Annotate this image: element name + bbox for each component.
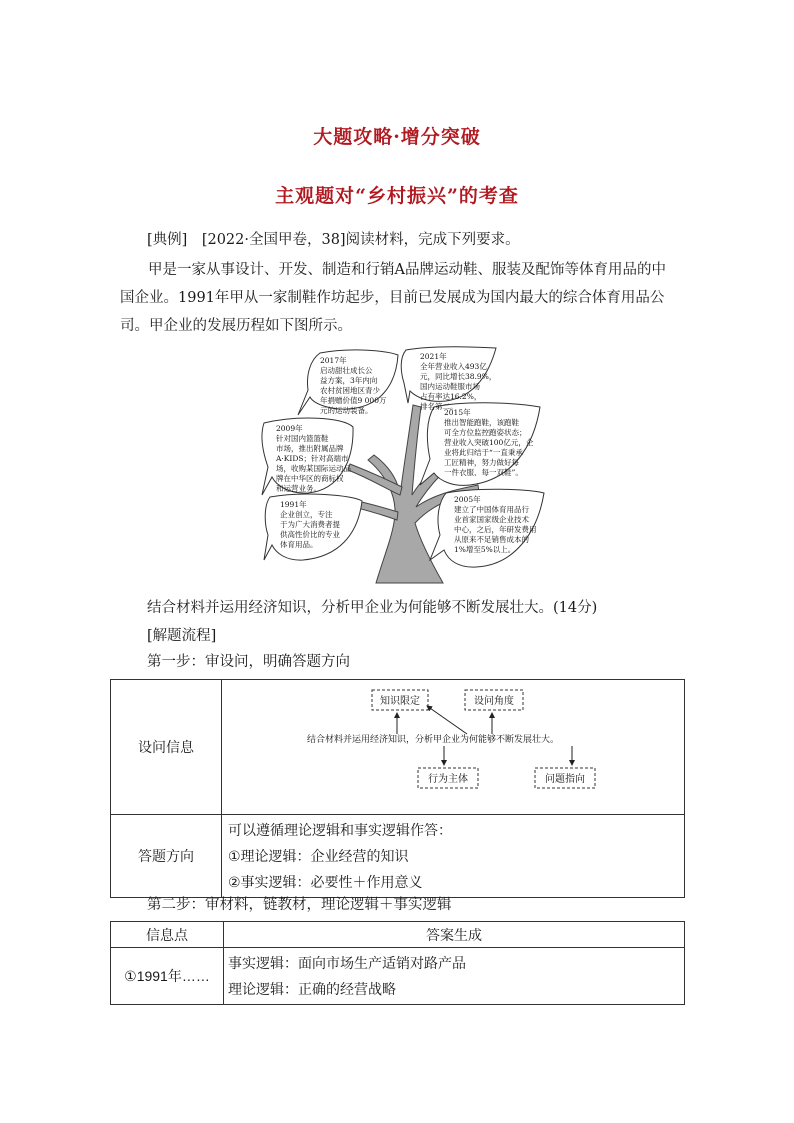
- leaf-2017-line: 2017年: [320, 356, 347, 365]
- leaf-2005-line: 建立了中国体育用品行: [454, 505, 529, 514]
- leaf-2017-line: 益方案，3年内向: [320, 376, 378, 385]
- row2-content: [222, 815, 685, 898]
- leaf-2021-line: 元，同比增长38.9%，: [420, 372, 497, 381]
- leaf-2015-line: 业将此归结于“一直秉承: [444, 448, 523, 457]
- col-header: 信息点: [111, 922, 224, 948]
- leaf-2017-line: 年捐赠价值9 000万: [320, 396, 387, 405]
- leaf-2005-line: 中心，之后，年研发费用: [454, 525, 537, 534]
- leaf-2021-line: 2021年: [420, 352, 447, 361]
- table-row: [111, 815, 685, 898]
- leaf-2005-line: 从原来不足销售成本的: [454, 535, 529, 544]
- leaf-2005-line: 业首家国家级企业技术: [454, 515, 529, 524]
- leaf-1991-line: 企业创立，专注: [280, 510, 333, 519]
- leaf-2009-line: A·KIDS；针对高端市: [276, 454, 349, 463]
- leaf-1991-line: 体育用品。: [280, 540, 318, 549]
- intro-paragraph: 甲是一家从事设计、开发、制造和行销A品牌运动鞋、服装及配饰等体育用品的中国企业。1991年甲从一家制鞋作坊起步，目前已发展成为国内最大的综合体育用品公司。甲企业的发展历程如下图所示。: [120, 262, 666, 334]
- tree-svg: [258, 345, 548, 585]
- leaf-2009-line: 市场，推出附属品牌: [276, 444, 344, 453]
- diagram-sentence: 结合材料并运用经济知识，分析甲企业为何能够不断发展壮大。: [307, 735, 560, 745]
- main-title: 大题攻略·增分突破: [313, 126, 481, 148]
- diagram-cell: [222, 680, 685, 815]
- box-knowledge-label: 知识限定: [380, 696, 420, 707]
- step1-table: [110, 679, 685, 898]
- leaf-2021-line: 占有率达16.2%，: [420, 392, 482, 401]
- leaf-2021-line: 排名第二。: [420, 402, 458, 411]
- leaf-2015-line: 推出智能跑鞋，该跑鞋: [444, 418, 519, 427]
- leaf-2009-line: 和运营业务。: [276, 484, 321, 493]
- row2-line: ①理论逻辑：企业经营的知识: [228, 848, 409, 864]
- leaf-2017-line: 启动甜壮成长公: [320, 366, 373, 375]
- flow-label: [解题流程]: [147, 628, 217, 644]
- tree-illustration: [258, 345, 548, 585]
- leaf-2009-line: 2009年: [276, 424, 303, 433]
- leaf-2015-line: 一件衣服、每一双鞋”。: [444, 468, 523, 477]
- leaf-2015-line: 营业收入突破100亿元，企: [444, 438, 534, 447]
- step2-title: 第二步：审材料，链教材，理论逻辑＋事实逻辑: [147, 897, 452, 913]
- table-row: [111, 680, 685, 815]
- step1-title: 第一步：审设问，明确答题方向: [147, 654, 350, 670]
- leaf-2009-line: 针对国内篮篮鞋: [276, 434, 329, 443]
- table-row: [111, 922, 685, 948]
- row1-label: 设问信息: [111, 680, 222, 815]
- example-line: [典例] [2022·全国甲卷，38]阅读材料，完成下列要求。: [147, 232, 520, 248]
- box-problem-label: 问题指向: [545, 774, 585, 785]
- answer-line: 事实逻辑：面向市场生产适销对路产品: [228, 955, 466, 971]
- question-text: 结合材料并运用经济知识，分析甲企业为何能够不断发展壮大。(14分): [147, 600, 598, 616]
- row2-label: 答题方向: [111, 815, 222, 898]
- leaf-2015-line: 可全方位监控跑姿状态；: [444, 428, 527, 437]
- table-row: [111, 948, 685, 1005]
- leaf-2017-line: 元的运动装备。: [320, 406, 373, 415]
- sub-title: 主观题对“乡村振兴”的考查: [275, 185, 519, 207]
- leaf-1991-line: 1991年: [280, 500, 307, 509]
- leaf-2009-line: 场，收购某国际运动品: [276, 464, 351, 473]
- table-cell: [224, 948, 685, 1005]
- leaf-2021-line: 全年营业收入493亿: [420, 362, 487, 371]
- leaf-1991-line: 供高性价比的专业: [280, 530, 340, 539]
- table-cell: ①1991年……: [111, 948, 224, 1005]
- leaf-2015-line: 2015年: [444, 408, 471, 417]
- leaf-2009-line: 牌在中华区的商标权: [276, 474, 344, 483]
- answer-line: 理论逻辑：正确的经营战略: [228, 981, 396, 997]
- step2-table: [110, 921, 685, 1005]
- box-subject-label: 行为主体: [428, 774, 468, 785]
- row2-line: 可以遵循理论逻辑和事实逻辑作答：: [228, 822, 452, 838]
- leaf-2005-line: 2005年: [454, 495, 481, 504]
- leaf-2017-line: 农村贫困地区青少: [320, 386, 380, 395]
- leaf-1991-line: 于为广大消费者提: [280, 520, 340, 529]
- box-angle-label: 设问角度: [474, 696, 514, 707]
- question-diagram: [222, 680, 684, 811]
- leaf-2021-line: 国内运动鞋服市场: [420, 382, 480, 391]
- row2-line: ②事实逻辑：必要性＋作用意义: [228, 874, 423, 890]
- leaf-2005-line: 1%增至5%以上。: [454, 545, 516, 554]
- col-header: 答案生成: [224, 922, 685, 948]
- leaf-2015-line: 工匠精神，努力做好每: [444, 458, 519, 467]
